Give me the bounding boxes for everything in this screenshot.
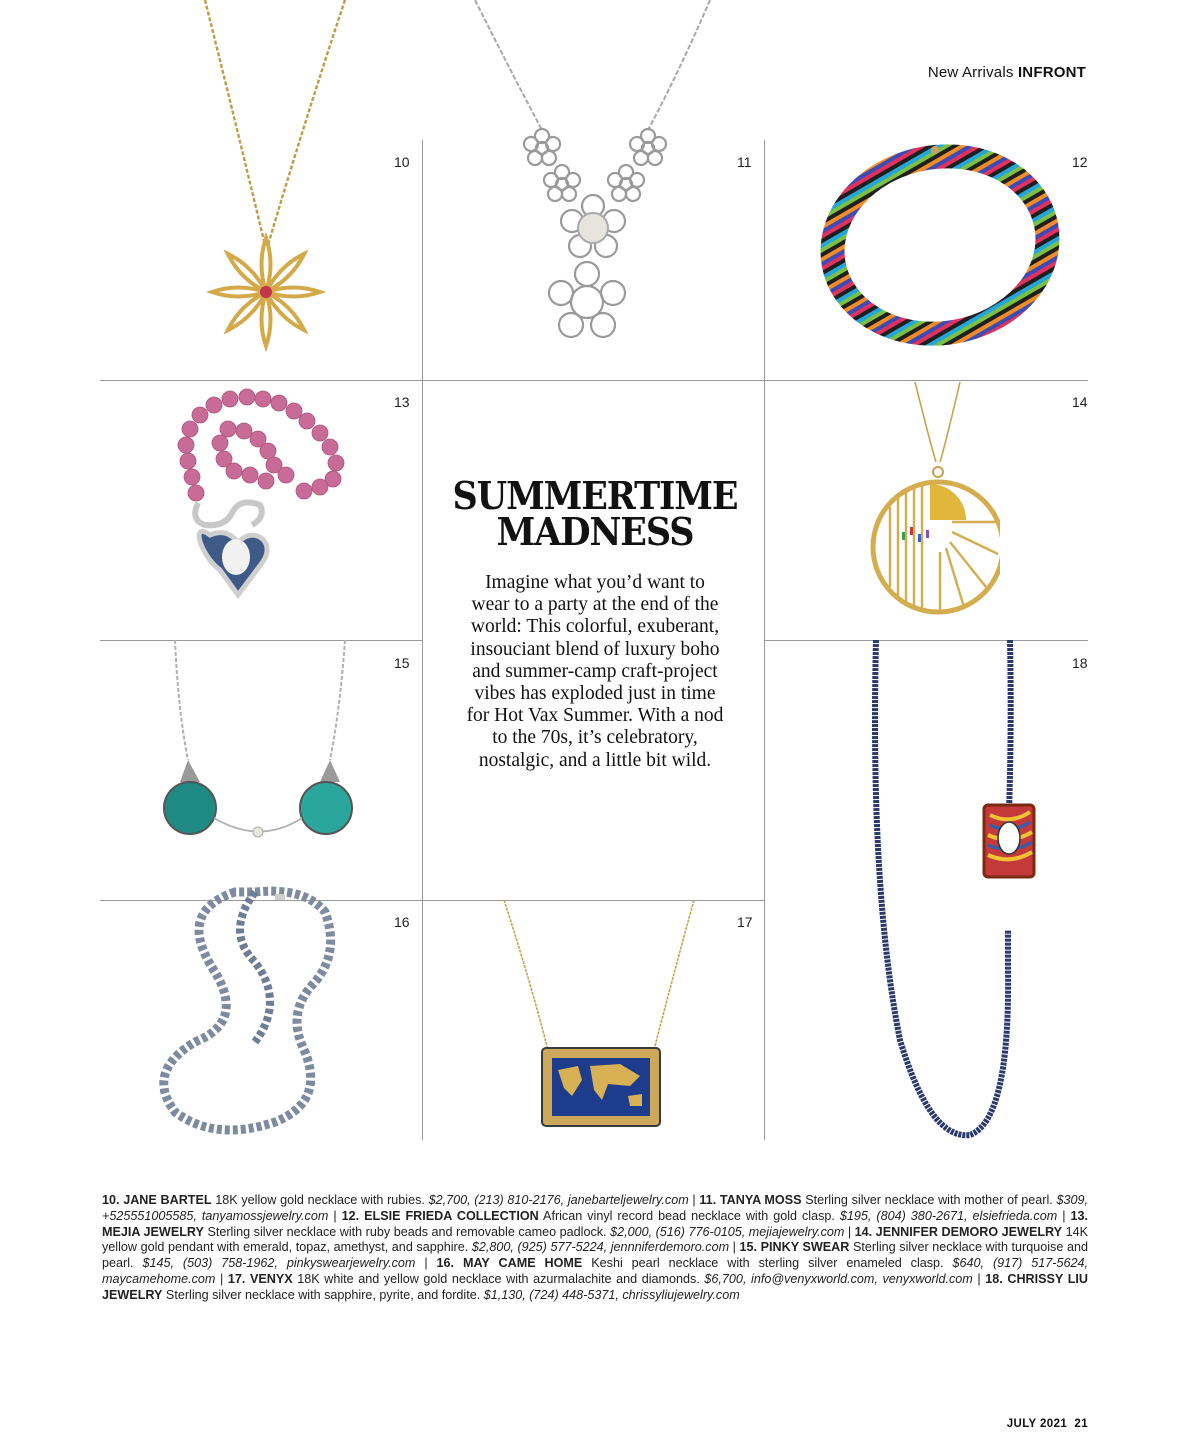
keshi-pearl-necklace-image xyxy=(135,882,365,1147)
credit-contact: $2,800, (925) 577-5224, jennniferdemoro.com xyxy=(471,1240,730,1255)
feature-title-line1: SUMMERTIME xyxy=(452,473,738,518)
sapphire-fordite-necklace-image xyxy=(860,640,1060,1145)
credit-separator: | xyxy=(972,1271,986,1286)
credit-separator: | xyxy=(328,1208,342,1223)
feature-title xyxy=(439,473,752,554)
item-number: 10 xyxy=(394,154,410,170)
vinyl-bead-necklace-image xyxy=(810,130,1070,360)
credit-contact: $6,700, info@venyxworld.com, venyxworld.com xyxy=(704,1271,973,1286)
credit-description: Sterling silver necklace with sapphire, pyrite, and fordite. xyxy=(162,1287,484,1302)
credit-description: 14K yellow gold pendant with emerald, topaz, amethyst, and sapphire. xyxy=(102,1224,1088,1255)
feature-body: Imagine what you’d want to wear to a party at the end of the world: This colorful, exuberant, insouciant blend of luxury boho and summer-camp craft-project vibes has exploded just in time for Hot Vax Summer. With a nod to the 70s, it’s celebratory, nostalgic, and a little bit wild. xyxy=(466,572,724,771)
credit-contact: $1,130, (724) 448-5371, chrissyliujewelry.com xyxy=(483,1287,740,1302)
credit-description: Sterling silver necklace with ruby beads and removable cameo padlock. xyxy=(203,1224,611,1239)
grid-divider xyxy=(100,380,1088,381)
section-label: New Arrivals xyxy=(927,64,1014,81)
credit-contact: $195, (804) 380-2671, elsiefrieda.com xyxy=(839,1208,1058,1223)
credit-separator: | xyxy=(215,1271,228,1286)
credit-brand: 14. JENNIFER DEMORO JEWELRY xyxy=(854,1224,1063,1239)
sun-pendant-image xyxy=(860,382,1000,632)
page-number: 21 xyxy=(1074,1418,1088,1430)
credit-brand: 13. MEJIA JEWELRY xyxy=(102,1208,1088,1239)
turquoise-necklace-image xyxy=(160,640,360,850)
credit-brand: 12. ELSIE FRIEDA COLLECTION xyxy=(341,1208,539,1223)
issue-date: JULY 2021 xyxy=(1006,1418,1068,1430)
feature-block xyxy=(425,473,765,772)
credit-description: 18K yellow gold necklace with rubies. xyxy=(211,1193,429,1207)
daisy-necklace-image xyxy=(470,0,720,360)
flower-pendant-image xyxy=(190,0,360,360)
credit-separator: | xyxy=(688,1193,700,1207)
credit-separator: | xyxy=(844,1224,855,1239)
credit-description: Sterling silver necklace with turquoise and pearl. xyxy=(102,1240,1088,1271)
product-credits xyxy=(102,1193,1088,1304)
credit-brand: 11. TANYA MOSS xyxy=(699,1193,802,1207)
credit-contact: $2,000, (516) 776-0105, mejiajewelry.com xyxy=(610,1224,845,1239)
grid-divider xyxy=(422,140,423,1140)
item-number: 15 xyxy=(394,655,410,671)
item-number: 13 xyxy=(394,394,410,410)
credit-separator: | xyxy=(1057,1208,1071,1223)
credit-description: Keshi pearl necklace with sterling silver enameled clasp. xyxy=(582,1256,953,1271)
credit-description: African vinyl record bead necklace with gold clasp. xyxy=(538,1208,840,1223)
item-number: 12 xyxy=(1072,154,1088,170)
credit-brand: 17. VENYX xyxy=(227,1271,293,1286)
credit-brand: 18. CHRISSY LIU JEWELRY xyxy=(102,1271,1088,1302)
world-map-pendant-image xyxy=(490,900,710,1140)
feature-title-line2: MADNESS xyxy=(496,509,694,554)
credit-separator: | xyxy=(729,1240,740,1255)
ruby-bead-cameo-necklace-image xyxy=(170,385,370,630)
item-number: 11 xyxy=(737,154,752,170)
credit-contact: $309, +525551005585, tanyamossjewelry.com xyxy=(102,1193,1089,1223)
credit-brand: 10. JANE BARTEL xyxy=(102,1193,212,1207)
credit-separator: | xyxy=(415,1256,437,1271)
brand-label: INFRONT xyxy=(1017,64,1086,81)
item-number: 16 xyxy=(394,914,410,930)
section-header xyxy=(928,64,1086,81)
credit-description: 18K white and yellow gold necklace with azurmalachite and diamonds. xyxy=(292,1271,705,1286)
credit-brand: 16. MAY CAME HOME xyxy=(436,1256,583,1271)
credit-contact: $640, (917) 517-5624, maycamehome.com xyxy=(102,1256,1088,1286)
credit-contact: $2,700, (213) 810-2176, janebarteljewelry.com xyxy=(428,1193,689,1207)
item-number: 17 xyxy=(737,914,753,930)
credit-brand: 15. PINKY SWEAR xyxy=(739,1240,850,1255)
page-footer xyxy=(1007,1418,1088,1430)
credit-contact: $145, (503) 758-1962, pinkyswearjewelry.com xyxy=(142,1256,416,1271)
credit-description: Sterling silver necklace with mother of pearl. xyxy=(801,1193,1057,1207)
item-number: 14 xyxy=(1072,394,1088,410)
item-number: 18 xyxy=(1072,655,1088,671)
